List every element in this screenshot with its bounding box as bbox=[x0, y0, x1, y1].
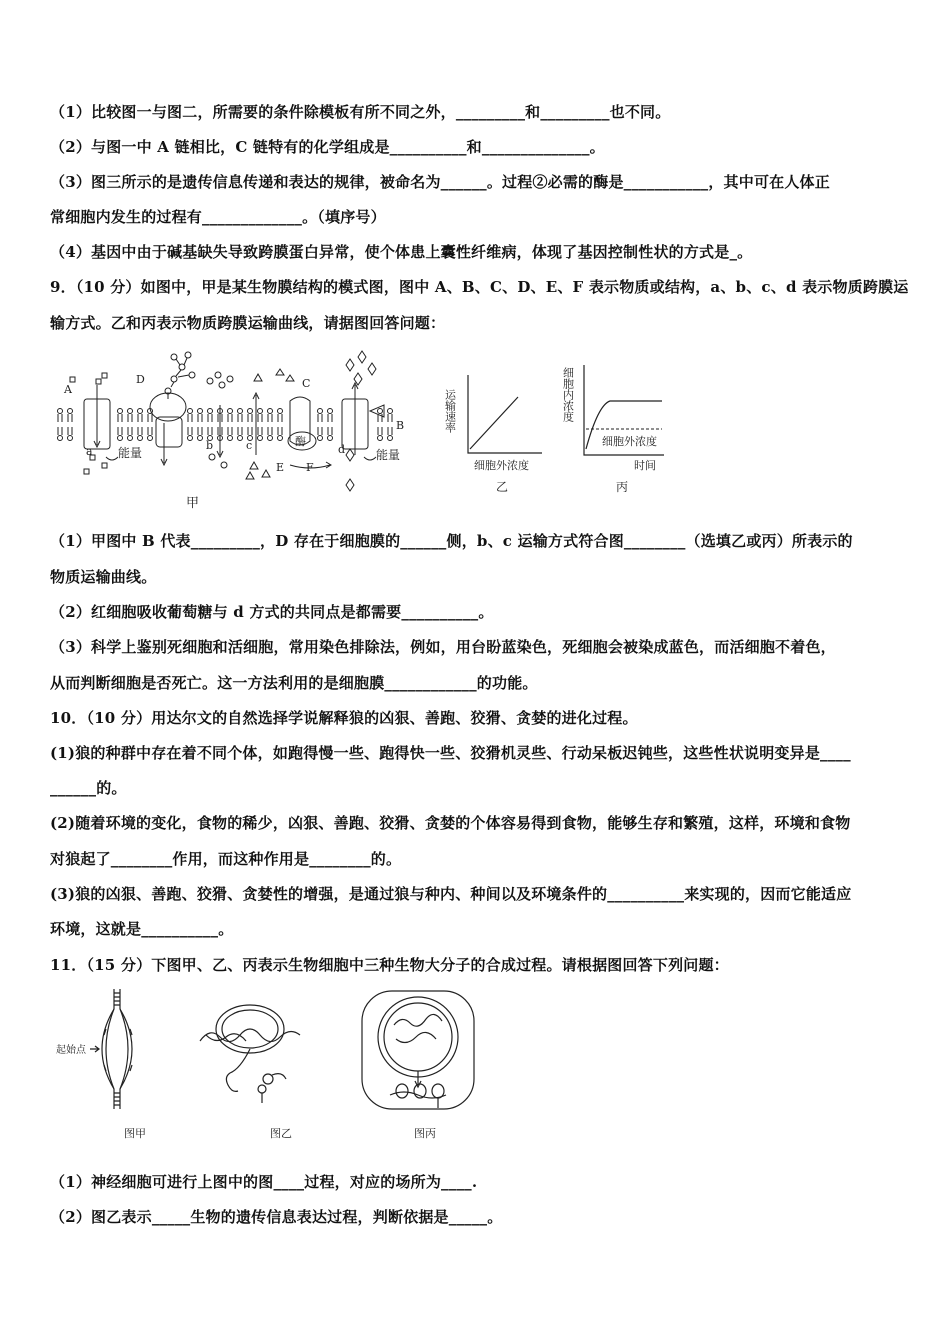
q11-figure-svg bbox=[50, 985, 490, 1145]
energy-label-right: 能量 bbox=[376, 448, 401, 462]
q10-part3-line1: (3)狼的凶狠、善跑、狡猾、贪婪性的增强，是通过狼与种内、种间以及环境条件的__________来实现的，因而它能适应 bbox=[50, 885, 852, 903]
q8-part3-line1: （3）图三所示的是遗传信息传递和表达的规律，被命名为______。过程②必需的酶是___________，其中可在人体正 bbox=[50, 173, 830, 191]
q9-figure bbox=[50, 345, 670, 515]
caption-fig-bing: 图丙 bbox=[414, 1127, 436, 1140]
graph-bing-inner-label: 细胞外浓度 bbox=[602, 435, 657, 448]
q10-part3-line2: 环境，这就是__________。 bbox=[50, 920, 234, 938]
q9-part1-line1: （1）甲图中 B 代表_________，D 存在于细胞膜的______侧，b、c 运输方式符合图________（选填乙或丙）所表示的 bbox=[50, 532, 853, 550]
energy-label-left: 能量 bbox=[118, 446, 143, 460]
label-A: A bbox=[64, 383, 72, 396]
label-D: D bbox=[136, 373, 145, 386]
fig-jia-drawing bbox=[90, 989, 132, 1109]
q9-part2: （2）红细胞吸收葡萄糖与 d 方式的共同点是都需要__________。 bbox=[50, 603, 494, 621]
origin-label: 起始点 bbox=[56, 1045, 86, 1056]
graph-bing bbox=[562, 365, 665, 494]
caption-fig-jia: 图甲 bbox=[124, 1127, 146, 1140]
q10-part2-line1: (2)随着环境的变化，食物的稀少，凶狠、善跑、狡猾、贪婪的个体容易得到食物，能够生存和繁殖，这样，环境和食物 bbox=[50, 814, 851, 832]
enzyme-label: 酶 bbox=[295, 435, 306, 448]
fig-bing-drawing bbox=[362, 991, 474, 1109]
fig-yi-drawing bbox=[200, 1005, 300, 1103]
q9-stem-line2: 输方式。乙和丙表示物质跨膜运输曲线，请据图回答问题： bbox=[50, 314, 446, 332]
graph-yi-xlabel: 细胞外浓度 bbox=[474, 459, 529, 472]
label-B: B bbox=[396, 419, 405, 432]
q10-part1-line2: ______的。 bbox=[50, 779, 127, 797]
label-E: E bbox=[276, 461, 285, 474]
q8-part2: （2）与图一中 A 链相比，C 链特有的化学组成是__________和______________。 bbox=[50, 138, 605, 156]
graph-bing-ylabel: 细胞内浓度 bbox=[561, 367, 575, 422]
q9-part1-line2: 物质运输曲线。 bbox=[50, 568, 157, 586]
label-a: a bbox=[86, 445, 93, 458]
q9-stem-line1: 9．（10 分）如图中，甲是某生物膜结构的模式图，图中 A、B、C、D、E、F 表示物质或结构，a、b、c、d 表示物质跨膜运 bbox=[50, 278, 909, 296]
q10-part1-line1: (1)狼的种群中存在着不同个体，如跑得慢一些、跑得快一些、狡猾机灵些、行动呆板迟钝些，这些性状说明变异是____ bbox=[50, 744, 851, 762]
graph-yi-ylabel: 运输速率 bbox=[443, 389, 457, 433]
graph-bing-xlabel: 时间 bbox=[634, 459, 656, 472]
q11-stem: 11．（15 分）下图甲、乙、丙表示生物细胞中三种生物大分子的合成过程。请根据图回答下列问题： bbox=[50, 956, 729, 974]
q10-part2-line2: 对狼起了________作用，而这种作用是________的。 bbox=[50, 850, 402, 868]
label-d: d bbox=[338, 443, 346, 456]
q10-stem: 10．（10 分）用达尔文的自然选择学说解释狼的凶狠、善跑、狡猾、贪婪的进化过程。 bbox=[50, 709, 638, 727]
q9-part3-line2: 从而判断细胞是否死亡。这一方法利用的是细胞膜____________的功能。 bbox=[50, 674, 538, 692]
q11-part2: （2）图乙表示_____生物的遗传信息表达过程，判断依据是_____。 bbox=[50, 1208, 503, 1226]
label-F: F bbox=[306, 461, 314, 474]
label-C: C bbox=[302, 377, 311, 390]
label-b: b bbox=[206, 439, 214, 452]
caption-jia: 甲 bbox=[186, 496, 200, 511]
q8-part1: （1）比较图一与图二，所需要的条件除模板有所不同之外，_________和_________也不同。 bbox=[50, 103, 671, 121]
label-c: c bbox=[246, 439, 253, 452]
q11-part1: （1）神经细胞可进行上图中的图____过程，对应的场所为____. bbox=[50, 1173, 478, 1191]
q9-part3-line1: （3）科学上鉴别死细胞和活细胞，常用染色排除法，例如，用台盼蓝染色，死细胞会被染成蓝色，而活细胞不着色， bbox=[50, 638, 836, 656]
q11-figure bbox=[50, 985, 490, 1145]
graph-yi bbox=[444, 375, 543, 494]
graph-yi-caption: 乙 bbox=[496, 480, 509, 494]
q9-figure-svg bbox=[50, 345, 670, 515]
caption-fig-yi: 图乙 bbox=[270, 1127, 292, 1140]
q8-part3-line2: 常细胞内发生的过程有_____________。（填序号） bbox=[50, 208, 386, 226]
graph-bing-caption: 丙 bbox=[616, 480, 629, 494]
q8-part4: （4）基因中由于碱基缺失导致跨膜蛋白异常，使个体患上囊性纤维病，体现了基因控制性状的方式是_。 bbox=[50, 243, 753, 261]
